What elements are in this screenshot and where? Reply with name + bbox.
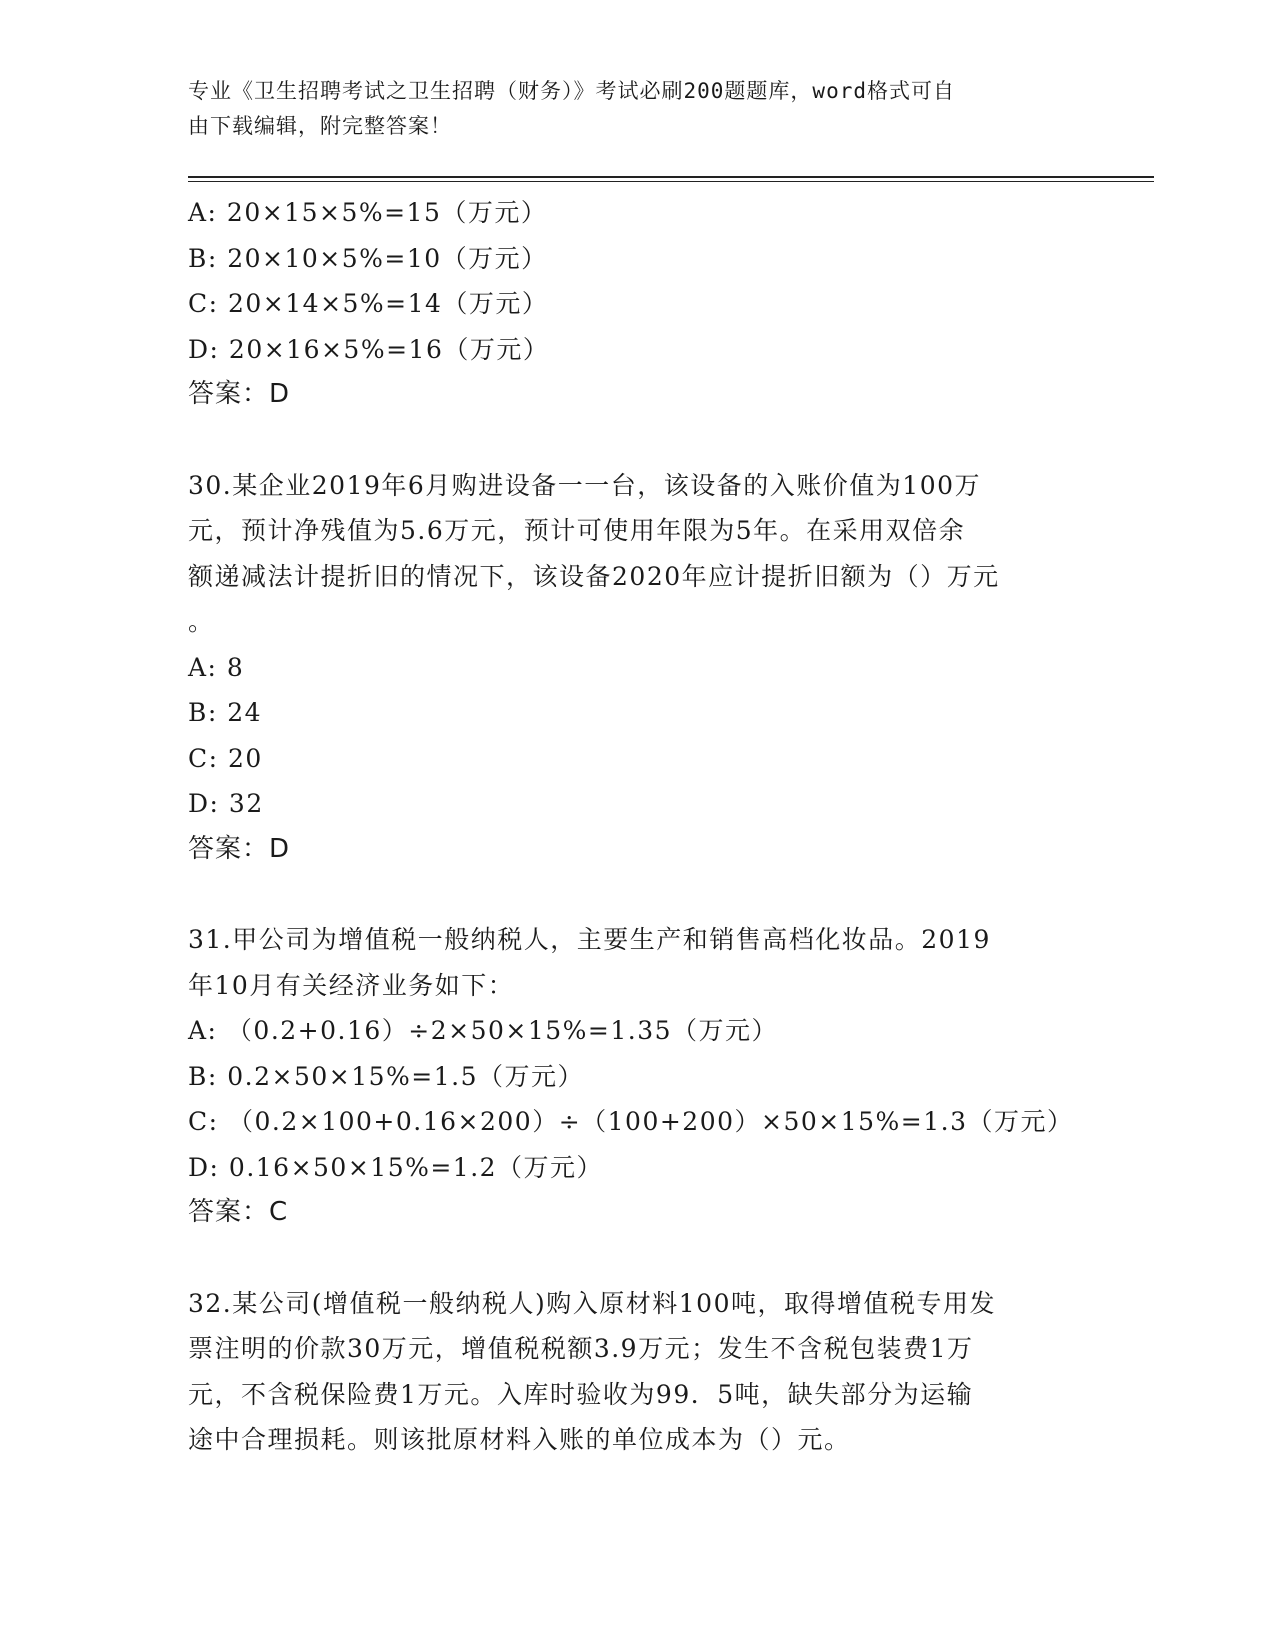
question-text-line: 。 <box>188 607 215 636</box>
answer: 答案：D <box>188 833 291 864</box>
option-b: B: 20×10×5%=10（万元） <box>188 243 548 273</box>
header-line-1: 专业《卫生招聘考试之卫生招聘（财务）》考试必刷200题题库，word格式可自 <box>188 79 955 103</box>
question-text-line: 30.某企业2019年6月购进设备一一台，该设备的入账价值为100万 <box>188 470 982 500</box>
question-list <box>188 190 1078 1463</box>
option-d: D: 20×16×5%=16（万元） <box>188 334 550 364</box>
header-divider-thick <box>188 176 1154 178</box>
option-d: D: 0.16×50×15%=1.2（万元） <box>188 1152 604 1182</box>
question-text-line: 元，不含税保险费1万元。入库时验收为99．5吨，缺失部分为运输 <box>188 1379 974 1409</box>
option-d: D: 32 <box>188 789 264 818</box>
question-29 <box>188 190 1078 418</box>
question-31 <box>188 917 1078 1236</box>
option-c: C: 20×14×5%=14（万元） <box>188 289 549 318</box>
answer: 答案：C <box>188 1197 289 1227</box>
option-c: C: 20 <box>188 743 263 773</box>
spacer <box>188 872 1078 917</box>
header-line-2: 由下载编辑，附完整答案！ <box>188 114 452 138</box>
option-c: C: （0.2×100+0.16×200）÷（100+200）×50×15%=1.3（万元） <box>188 1107 1074 1136</box>
option-a: A: （0.2+0.16）÷2×50×15%=1.35（万元） <box>188 1016 779 1045</box>
question-text-line: 途中合理损耗。则该批原材料入账的单位成本为（）元。 <box>188 1425 851 1454</box>
question-30 <box>188 463 1078 873</box>
question-text-line: 32.某公司(增值税一般纳税人)购入原材料100吨，取得增值税专用发 <box>188 1288 996 1318</box>
question-text-line: 额递减法计提折旧的情况下，该设备2020年应计提折旧额为（）万元 <box>188 561 1000 591</box>
question-text-line: 元，预计净残值为5.6万元，预计可使用年限为5年。在采用双倍余 <box>188 516 966 545</box>
option-b: B: 24 <box>188 698 263 727</box>
option-a: A: 8 <box>188 652 245 682</box>
question-text-line: 年10月有关经济业务如下： <box>188 970 515 1000</box>
header-divider-thin <box>188 181 1154 182</box>
option-a: A: 20×15×5%=15（万元） <box>188 198 548 227</box>
question-32 <box>188 1281 1078 1463</box>
answer: 答案：D <box>188 379 291 409</box>
option-b: B: 0.2×50×15%=1.5（万元） <box>188 1061 584 1091</box>
question-text-line: 票注明的价款30万元，增值税税额3.9万元；发生不含税包装费1万 <box>188 1334 974 1363</box>
spacer <box>188 418 1078 463</box>
spacer <box>188 1236 1078 1281</box>
question-text-line: 31.甲公司为增值税一般纳税人，主要生产和销售高档化妆品。2019 <box>188 925 991 954</box>
document-header <box>188 74 1088 144</box>
